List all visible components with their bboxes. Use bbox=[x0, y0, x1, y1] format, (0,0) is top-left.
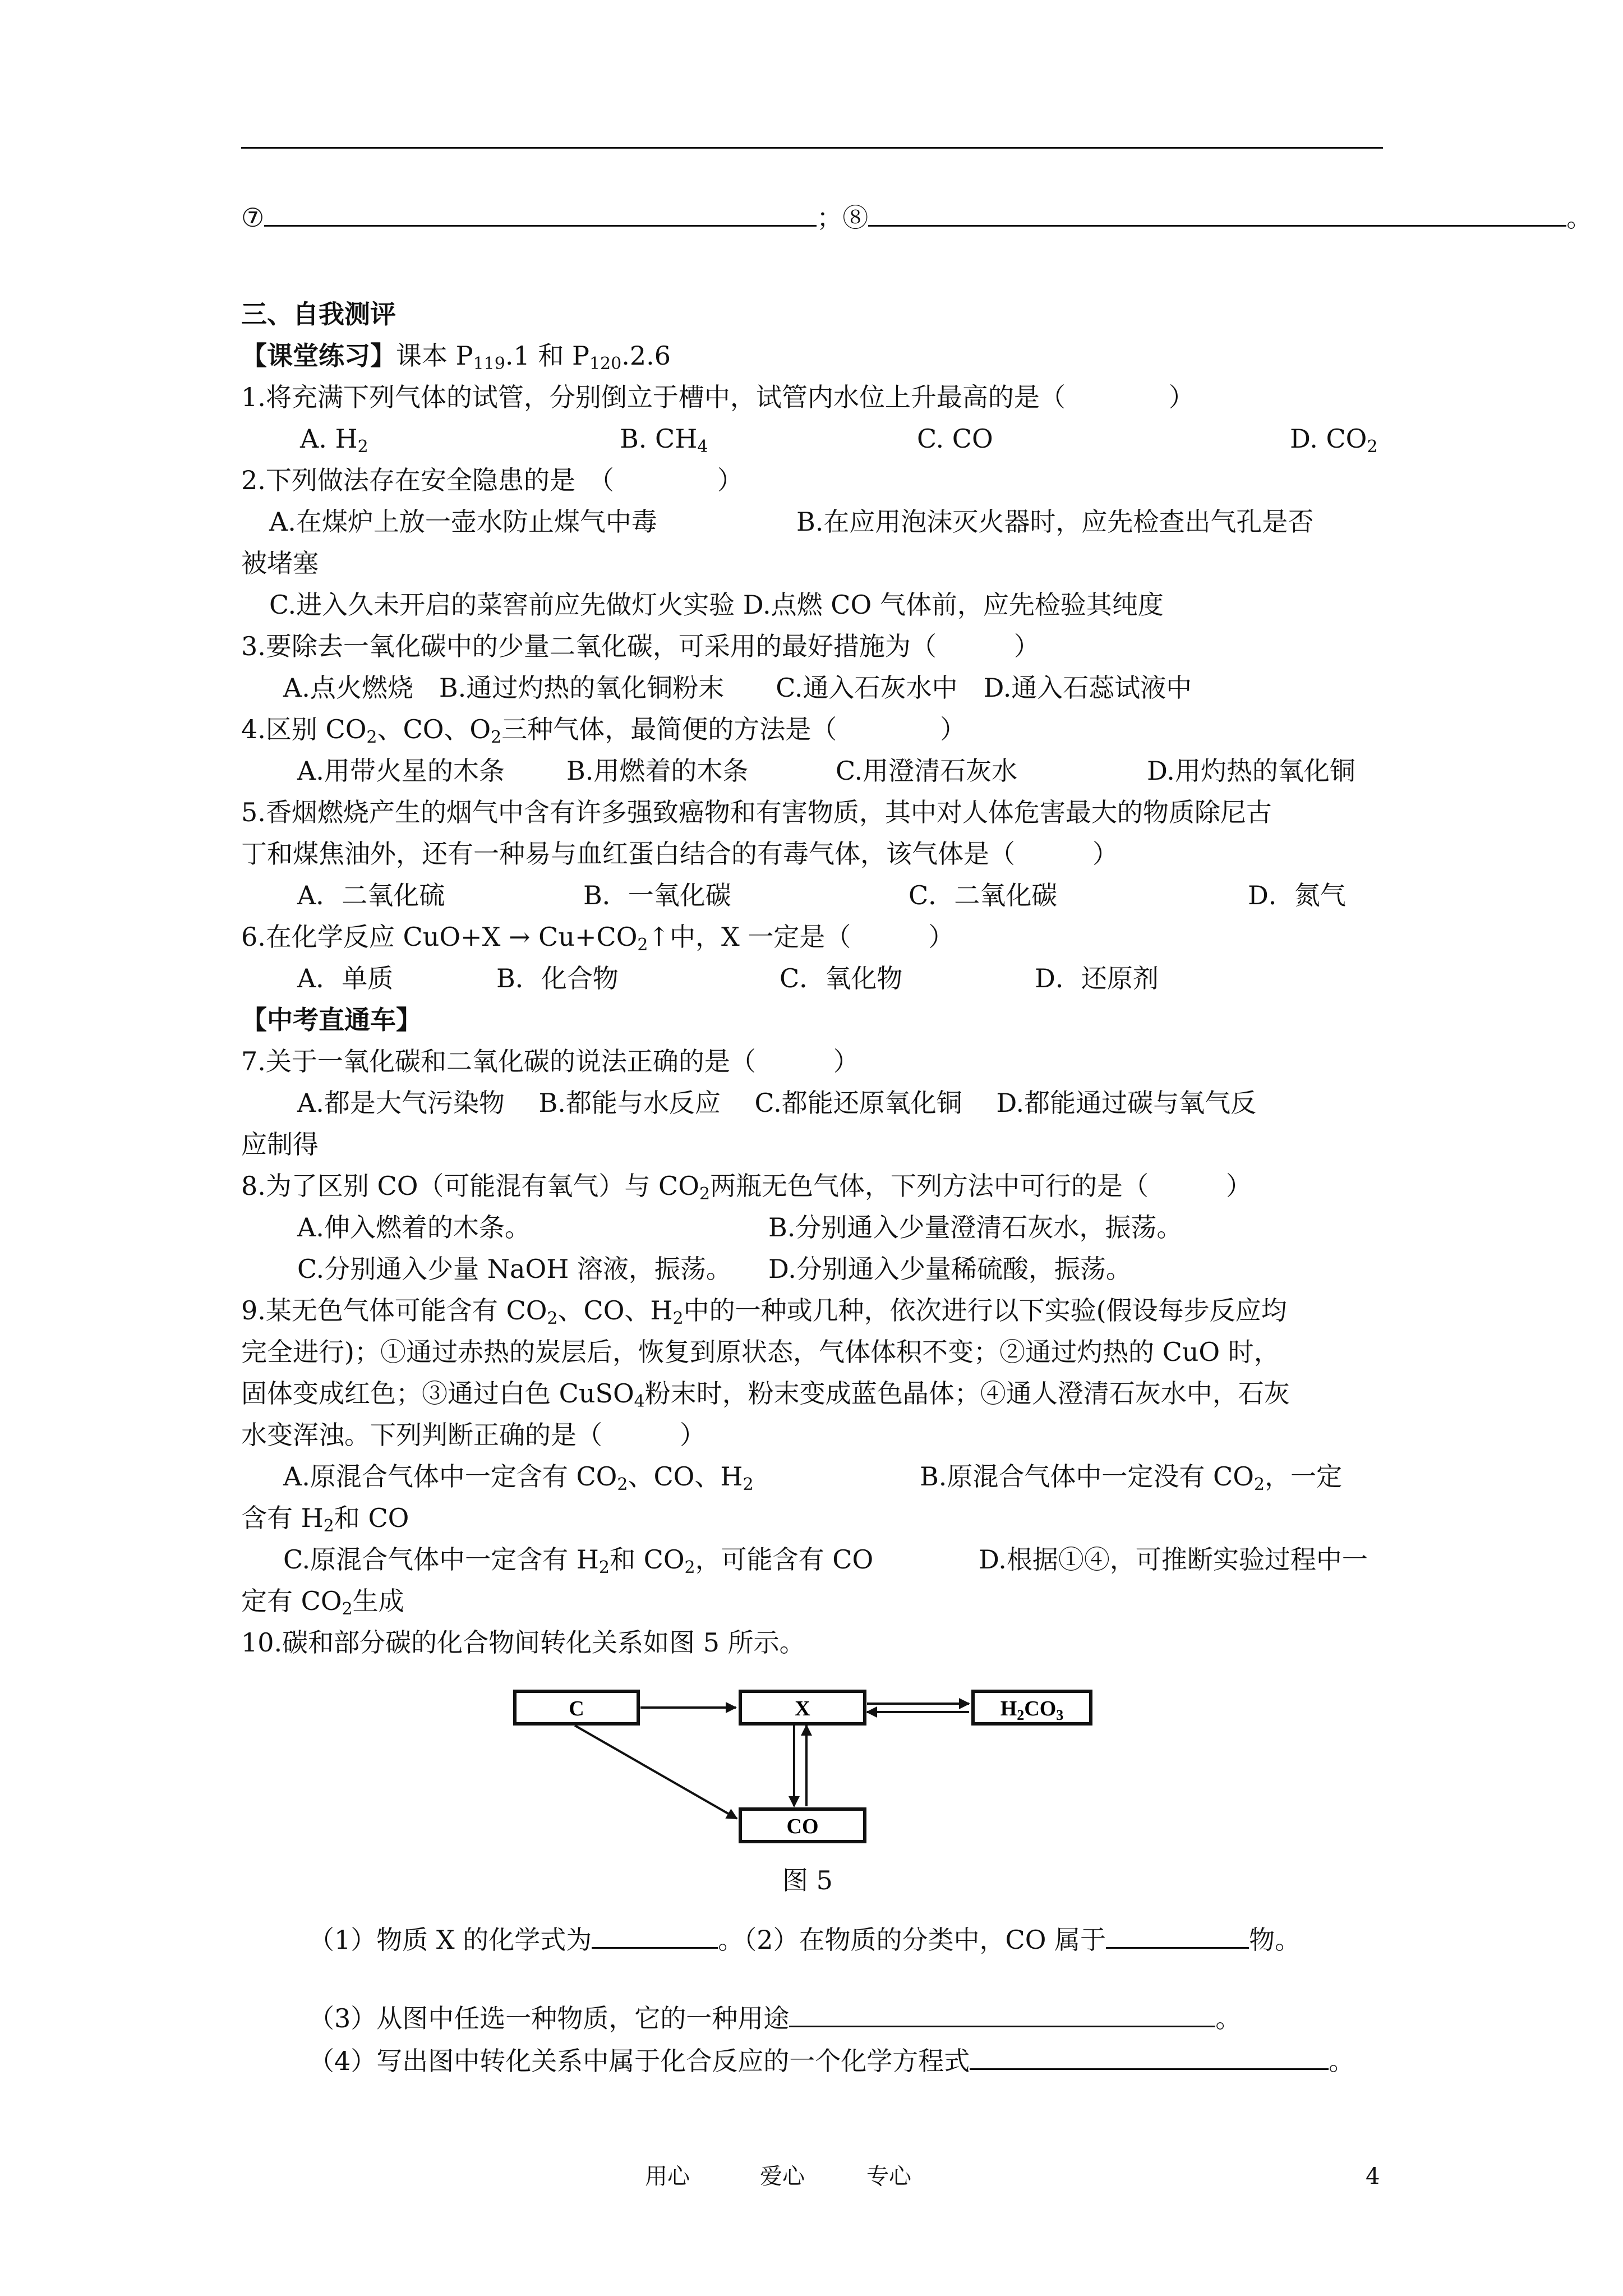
q8-option-d[interactable]: D.分别通入少量稀硫酸，振荡。 bbox=[768, 1254, 1132, 1284]
q10-part1-2: （1）物质 X 的化学式为 。（2）在物质的分类中，CO 属于 物。 bbox=[308, 1925, 1301, 1955]
q2-option-b[interactable]: B.在应用泡沫灭火器时，应先检查出气孔是否 bbox=[796, 507, 1314, 537]
q9-stem-line1: 9.某无色气体可能含有 $CO_2$、CO、$H_2$中的一种或几种，依次进行以下实验(假设每步反应均 bbox=[241, 1295, 1287, 1328]
q9-stem-line4: 水变浑浊。下列判断正确的是（ ） bbox=[241, 1420, 706, 1450]
q8-option-c[interactable]: C.分别通入少量 NaOH 溶液，振荡。 bbox=[297, 1254, 732, 1284]
arrow-c-to-co bbox=[575, 1726, 737, 1819]
footer-motto-1: 用心 bbox=[645, 2164, 690, 2189]
q8-option-b[interactable]: B.分别通入少量澄清石灰水，振荡。 bbox=[768, 1212, 1183, 1243]
q7-options-cont: 应制得 bbox=[241, 1129, 319, 1159]
q3-options[interactable]: A.点火燃烧 B.通过灼热的氧化铜粉末 C.通入石灰水中 D.通入石蕊试液中 bbox=[283, 673, 1192, 703]
q7-stem: 7.关于一氧化碳和二氧化碳的说法正确的是（ ） bbox=[241, 1046, 859, 1076]
q4-option-b[interactable]: B.用燃着的木条 bbox=[566, 756, 749, 786]
fill-line-7-8: ⑦ ；⑧ 。 bbox=[241, 203, 1593, 233]
q1-option-b[interactable]: B. $CH_4$ bbox=[620, 424, 708, 457]
q6-stem: 6.在化学反应 $CuO+X \to Cu+CO_2↑$中，X 一定是（ ） bbox=[241, 922, 955, 955]
answer-blank-1[interactable] bbox=[592, 1924, 718, 1949]
q2-option-a[interactable]: A.在煤炉上放一壶水防止煤气中毒 bbox=[269, 507, 657, 537]
q5-option-a[interactable]: A．二氧化硫 bbox=[297, 880, 445, 910]
page-number: 4 bbox=[1366, 2164, 1380, 2189]
q1-option-d[interactable]: D. $CO_2$ bbox=[1290, 424, 1378, 457]
figure-caption: 图 5 bbox=[782, 1865, 833, 1895]
q6-option-c[interactable]: C．氧化物 bbox=[780, 963, 903, 993]
q9-stem-line3: 固体变成红色；③通过白色 CuSO$_4$粉末时，粉末变成蓝色晶体；④通人澄清石灰水中，石灰 bbox=[241, 1378, 1290, 1411]
q2-stem: 2.下列做法存在安全隐患的是 （ ） bbox=[241, 465, 743, 495]
q9-option-b-cont: 含有 $H_2$和 CO bbox=[241, 1503, 409, 1536]
q8-option-a[interactable]: A.伸入燃着的木条。 bbox=[297, 1212, 531, 1243]
answer-blank-3[interactable] bbox=[789, 2002, 1215, 2027]
q8-stem: 8.为了区别 CO（可能混有氧气）与 $CO_2$两瓶无色气体，下列方法中可行的是（ ） bbox=[241, 1171, 1252, 1204]
q4-option-a[interactable]: A.用带火星的木条 bbox=[297, 756, 505, 786]
box-co-label: CO bbox=[786, 1815, 819, 1838]
box-c-label: C bbox=[569, 1697, 584, 1720]
q9-option-d[interactable]: D.根据①④，可推断实验过程中一 bbox=[979, 1544, 1368, 1575]
q4-option-c[interactable]: C.用澄清石灰水 bbox=[836, 756, 1018, 786]
exam-section-title: 【中考直通车】 bbox=[241, 1005, 422, 1035]
q6-option-b[interactable]: B．化合物 bbox=[496, 963, 619, 993]
q4-option-d[interactable]: D.用灼热的氧化铜 bbox=[1147, 756, 1355, 786]
q5-stem-line2: 丁和煤焦油外，还有一种易与血红蛋白结合的有毒气体，该气体是（ ） bbox=[241, 839, 1118, 869]
q5-option-b[interactable]: B．一氧化碳 bbox=[583, 880, 731, 910]
q5-option-c[interactable]: C．二氧化碳 bbox=[909, 880, 1058, 910]
section-title: 三、自我测评 bbox=[241, 299, 396, 329]
box-h2co3-label: $H_2CO_3$ bbox=[1000, 1697, 1064, 1723]
q9-option-b[interactable]: B.原混合气体中一定没有 $CO_2$，一定 bbox=[920, 1461, 1343, 1494]
q3-stem: 3.要除去一氧化碳中的少量二氧化碳，可采用的最好措施为（ ） bbox=[241, 631, 1040, 661]
q10-stem: 10.碳和部分碳的化合物间转化关系如图 5 所示。 bbox=[241, 1627, 805, 1658]
q1-stem: 1.将充满下列气体的试管，分别倒立于槽中，试管内水位上升最高的是（ ） bbox=[241, 382, 1195, 412]
q6-option-d[interactable]: D．还原剂 bbox=[1035, 963, 1159, 993]
q6-option-a[interactable]: A．单质 bbox=[297, 963, 394, 993]
answer-blank-2[interactable] bbox=[1106, 1924, 1249, 1949]
q9-option-a[interactable]: A.原混合气体中一定含有 $CO_2$、CO、$H_2$ bbox=[283, 1461, 754, 1494]
q1-option-c[interactable]: C. CO bbox=[917, 424, 993, 454]
q10-part3: （3）从图中任选一种物质，它的一种用途 。 bbox=[308, 2003, 1242, 2033]
q9-option-d-cont: 定有 $CO_2$生成 bbox=[241, 1586, 404, 1619]
q1-option-a[interactable]: A. $H_2$ bbox=[300, 424, 368, 457]
q7-options[interactable]: A.都是大气污染物 B.都能与水反应 C.都能还原氧化铜 D.都能通过碳与氧气反 bbox=[297, 1088, 1257, 1118]
q5-option-d[interactable]: D．氮气 bbox=[1248, 880, 1346, 910]
q10-part4: （4）写出图中转化关系中属于化合反应的一个化学方程式 。 bbox=[308, 2046, 1355, 2076]
q2-option-b-cont: 被堵塞 bbox=[241, 548, 319, 578]
box-x-label: X bbox=[795, 1697, 810, 1720]
q9-stem-line2: 完全进行)；①通过赤热的炭层后，恢复到原状态，气体体积不变；②通过灼热的 CuO 时， bbox=[241, 1337, 1280, 1367]
reaction-arrow: → bbox=[508, 922, 531, 952]
footer-motto-3: 专心 bbox=[866, 2164, 911, 2189]
answer-blank-4[interactable] bbox=[970, 2045, 1329, 2070]
q4-stem: 4.区别 $CO_2$、CO、$O_2$三种气体，最简便的方法是（ ） bbox=[241, 714, 966, 747]
q2-options-cd[interactable]: C.进入久未开启的菜窖前应先做灯火实验 D.点燃 CO 气体前，应先检验其纯度 bbox=[269, 590, 1164, 620]
q5-stem-line1: 5.香烟燃烧产生的烟气中含有许多强致癌物和有害物质，其中对人体危害最大的物质除尼古 bbox=[241, 797, 1272, 827]
q9-option-c[interactable]: C.原混合气体中一定含有 $H_2$和 $CO_2$，可能含有 CO bbox=[283, 1544, 874, 1577]
class-practice-heading: 【课堂练习】课本 $P_{119}.1$ 和 $P_{120}.2.6$ bbox=[241, 341, 671, 374]
footer-motto-2: 爱心 bbox=[760, 2164, 805, 2189]
